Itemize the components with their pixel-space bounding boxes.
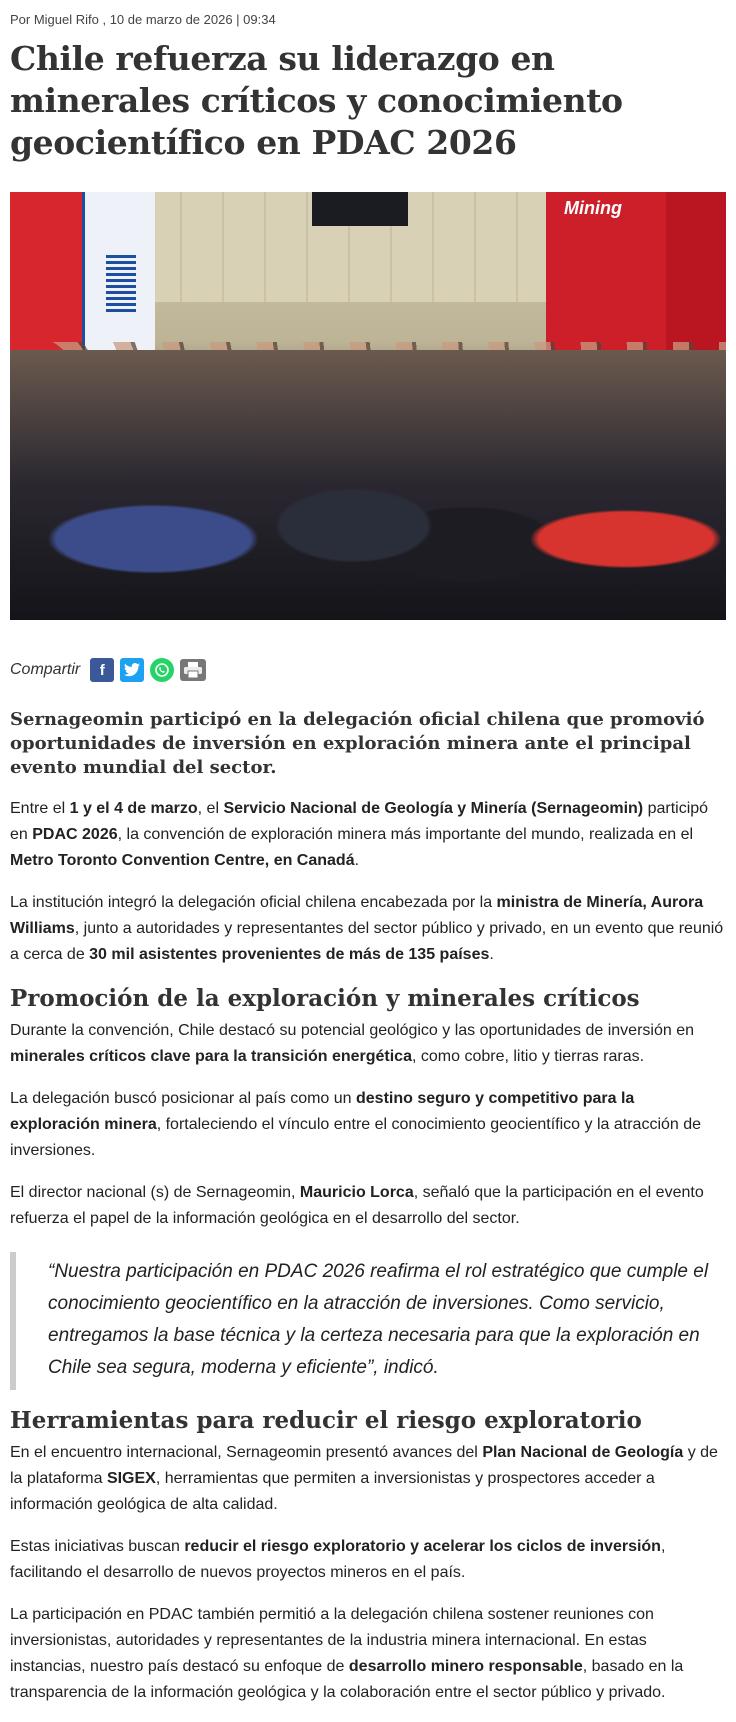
qr-code-icon [106,252,136,312]
facebook-icon[interactable]: f [90,658,114,682]
paragraph-5: El director nacional (s) de Sernageomin, Mauricio Lorca, señaló que la participación en el evento refuerza el papel de la información geológica en el desarrollo del sector. [10,1184,704,1227]
section-heading-exploracion: Promoción de la exploración y minerales críticos [10,985,640,1012]
article-lead: Sernageomin participó en la delegación oficial chilena que promovió oportunidades de inversión en exploración minera ante el principal evento mundial del sector. [10,709,705,778]
photo-crowd [10,350,726,620]
share-label: Compartir [10,661,81,678]
photo-screen [312,192,408,226]
section-heading-herramientas: Herramientas para reducir el riesgo exploratorio [10,1407,642,1434]
paragraph-8: La participación en PDAC también permitió a la delegación chilena sostener reuniones con inversionistas, autoridades y representantes de la industria minera internacional. En estas instancias, nuestro país destacó su enfoque de desarrollo minero responsable, basado en la transparencia de la información geológica y la colaboración entre el sector público y privado. [10,1606,684,1701]
booth-logo: Mining [564,198,622,218]
share-bar [10,656,726,684]
paragraph-3: Durante la convención, Chile destacó su potencial geológico y las oportunidades de inversión en minerales críticos clave para la transición energética, como cobre, litio y tierras raras. [10,1022,694,1065]
whatsapp-icon[interactable] [150,658,174,682]
paragraph-4: La delegación buscó posicionar al país como un destino seguro y competitivo para la exploración minera, fortaleciendo el vínculo entre el conocimiento geocientífico y la atracción de inversiones. [10,1090,702,1159]
article-title: Chile refuerza su liderazgo en minerales críticos y conocimiento geocientífico en PDAC 2026 [10,39,623,162]
quote: “Nuestra participación en PDAC 2026 reafirma el rol estratégico que cumple el conocimiento geocientífico en la atracción de inversiones. Como servicio, entregamos la base técnica y la certeza necesaria para que la exploración en Chile sea segura, moderna y eficiente”, indicó. [10,1252,726,1390]
byline: Por Miguel Rifo , 10 de marzo de 2026 | 09:34 [10,12,276,27]
paragraph-1: Entre el 1 y el 4 de marzo, el Servicio Nacional de Geología y Minería (Sernageomin) participó en PDAC 2026, la convención de exploración minera más importante del mundo, realizada en el Metro Toronto Convention Centre, en Canadá. [10,800,709,869]
twitter-icon[interactable] [120,658,144,682]
paragraph-7: Estas iniciativas buscan reducir el riesgo exploratorio y acelerar los ciclos de inversión, facilitando el desarrollo de nuevos proyectos mineros en el país. [10,1538,666,1581]
print-icon[interactable] [180,659,206,681]
article-photo [10,192,726,620]
paragraph-2: La institución integró la delegación oficial chilena encabezada por la ministra de Minería, Aurora Williams, junto a autoridades y representantes del sector público y privado, en un evento que reunió a cerca de 30 mil asistentes provenientes de más de 135 países. [10,894,724,963]
paragraph-6: En el encuentro internacional, Sernageomin presentó avances del Plan Nacional de Geología y de la plataforma SIGEX, herramientas que permiten a inversionistas y prospectores acceder a información geológica de alta calidad. [10,1444,718,1513]
